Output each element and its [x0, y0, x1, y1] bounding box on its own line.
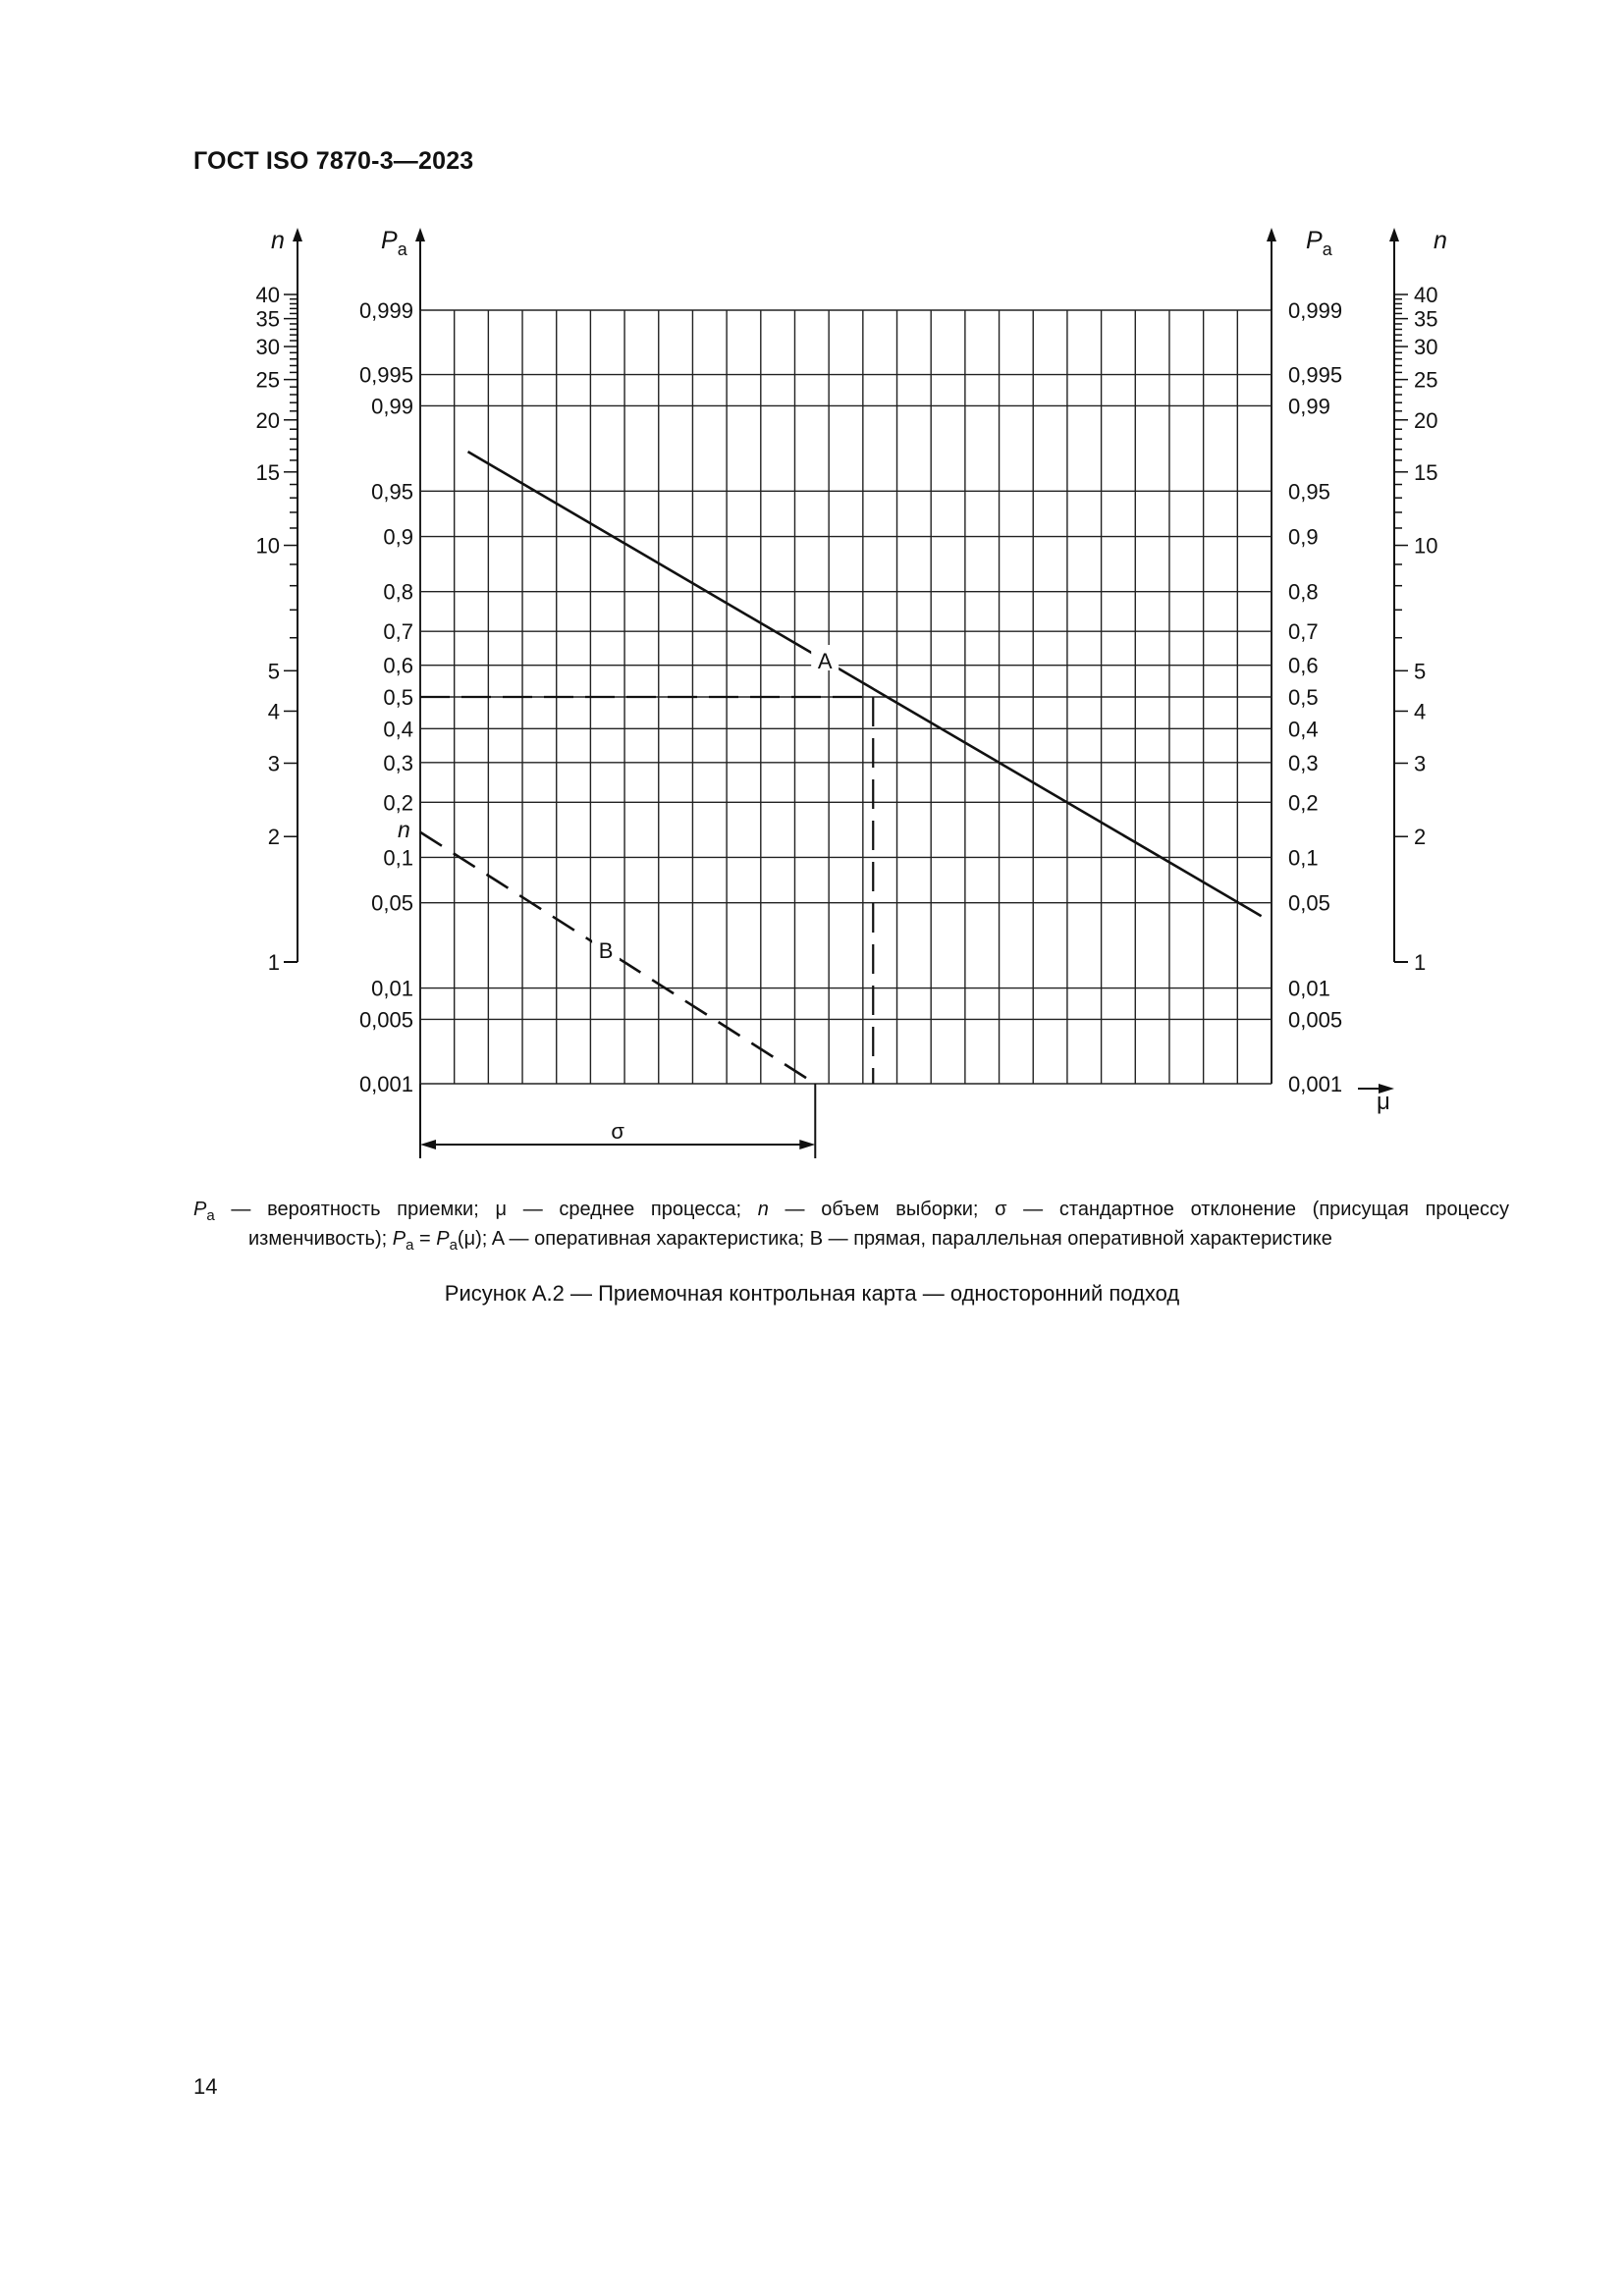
pa-tick-label-left: 0,01	[371, 976, 413, 1001]
n-axis-left-arrowhead	[293, 228, 302, 241]
legend-text: изменчивость);	[248, 1228, 393, 1250]
sigma-label: σ	[611, 1119, 624, 1144]
n-tick-label-right: 35	[1414, 306, 1438, 332]
pa-tick-label-right: 0,05	[1288, 890, 1330, 916]
pa-tick-label-right: 0,999	[1288, 298, 1343, 323]
n-tick-label-left: 10	[255, 533, 280, 559]
pa-tick-label-left: 0,1	[383, 845, 413, 871]
document-header: ГОСТ ISO 7870-3—2023	[193, 147, 474, 175]
pa-tick-label-left: 0,999	[358, 298, 413, 323]
pa-tick-label-right: 0,001	[1288, 1072, 1343, 1096]
n-tick-label-left: 2	[267, 825, 280, 850]
pa-tick-label-right: 0,99	[1288, 394, 1330, 419]
n-tick-label-left: 35	[255, 306, 280, 332]
page-number: 14	[193, 2074, 218, 2099]
n-tick-label-left: 40	[255, 283, 280, 307]
pa-tick-label-left: 0,6	[383, 653, 413, 678]
pa-tick-label-right: 0,2	[1288, 790, 1319, 816]
n-tick-label-right: 3	[1414, 751, 1427, 776]
legend-text: P	[436, 1228, 450, 1250]
pa-tick-label-right: 0,3	[1288, 750, 1319, 775]
legend-text: P	[392, 1228, 406, 1250]
n-tick-label-right: 2	[1414, 825, 1427, 850]
pa-tick-label-left: 0,005	[358, 1007, 413, 1033]
n-tick-label-right: 20	[1414, 407, 1438, 433]
pa-tick-label-left: 0,9	[383, 524, 413, 550]
n-tick-label-right: 30	[1414, 335, 1438, 360]
n-tick-label-right: 10	[1414, 533, 1438, 559]
legend-line-2	[193, 1225, 1509, 1255]
pa-tick-label-left: 0,8	[383, 579, 413, 605]
pa-tick-label-left: 0,4	[383, 717, 413, 742]
n-tick-label-right: 25	[1414, 367, 1438, 393]
n-axis-right-arrowhead	[1389, 228, 1399, 241]
pa-tick-label-right: 0,005	[1288, 1007, 1343, 1033]
legend-text: — объем выборки; σ — стандартное отклонение (присущая процессу	[768, 1199, 1509, 1220]
n-tick-label-left: 5	[267, 659, 280, 684]
n-tick-label-left: 4	[267, 699, 280, 724]
pa-tick-label-right: 0,7	[1288, 619, 1319, 645]
n-tick-label-right: 5	[1414, 659, 1427, 684]
legend-text: a	[206, 1207, 215, 1224]
legend-text: (μ); A — оперативная характеристика; B — прямая, параллельная оперативной характеристике	[457, 1228, 1332, 1250]
pa-tick-label-left: 0,99	[371, 394, 413, 419]
pa-tick-label-right: 0,95	[1288, 479, 1330, 505]
pa-axis-symbol-right: $P_a$	[1306, 227, 1332, 259]
legend-text: a	[449, 1237, 458, 1254]
pa-tick-label-left: 0,001	[358, 1072, 413, 1096]
legend-text: P	[193, 1199, 207, 1220]
n-tick-label-right: 1	[1414, 950, 1427, 975]
legend-text: a	[406, 1237, 414, 1254]
series-line-A	[468, 452, 1262, 916]
series-label-B: B	[598, 938, 614, 964]
n-tick-label-right: 4	[1414, 699, 1427, 724]
sigma-arrow-right	[799, 1140, 815, 1149]
pa-axis-symbol-left: $P_a$	[381, 227, 407, 259]
n-tick-label-left: 15	[255, 459, 280, 485]
sigma-arrow-left	[420, 1140, 436, 1149]
pa-tick-label-left: 0,995	[358, 362, 413, 388]
legend-text: — вероятность приемки; μ — среднее процесса;	[214, 1199, 758, 1220]
figure-caption: Рисунок А.2 — Приемочная контрольная карта — односторонний подход	[444, 1281, 1180, 1306]
legend-line-1	[193, 1196, 1509, 1225]
pa-tick-label-left: 0,05	[371, 890, 413, 916]
n-tick-label-left: 30	[255, 335, 280, 360]
mu-axis-symbol: μ	[1377, 1089, 1390, 1115]
pa-tick-label-left: 0,95	[371, 479, 413, 505]
n-tick-label-left: 1	[267, 950, 280, 975]
pa-tick-label-left: 0,5	[383, 685, 413, 710]
n-tick-label-left: 20	[255, 407, 280, 433]
legend-text: =	[413, 1228, 437, 1250]
pa-tick-label-left: 0,7	[383, 619, 413, 645]
n-axis-symbol-right: n	[1434, 227, 1447, 254]
n-tick-label-right: 15	[1414, 459, 1438, 485]
pa-tick-label-right: 0,5	[1288, 685, 1319, 710]
pa-tick-label-left: 0,2	[383, 790, 413, 816]
pa-tick-label-right: 0,01	[1288, 976, 1330, 1001]
pa-tick-label-left: 0,3	[383, 750, 413, 775]
n-tick-label-right: 40	[1414, 283, 1438, 307]
pa-tick-label-right: 0,8	[1288, 579, 1319, 605]
figure-legend	[193, 1196, 1509, 1255]
n-axis-symbol-left: n	[271, 227, 285, 254]
pa-tick-label-right: 0,1	[1288, 845, 1319, 871]
legend-text: n	[757, 1199, 769, 1220]
series-label-A: A	[817, 649, 833, 674]
pa-axis-right-arrowhead	[1267, 228, 1276, 241]
n-tick-label-left: 3	[267, 751, 280, 776]
pa-tick-label-right: 0,995	[1288, 362, 1343, 388]
pa-tick-label-right: 0,4	[1288, 717, 1319, 742]
pa-tick-label-right: 0,9	[1288, 524, 1319, 550]
n-tick-label-left: 25	[255, 367, 280, 393]
inner-n-label: n	[398, 817, 410, 842]
pa-axis-left-arrowhead	[415, 228, 425, 241]
pa-tick-label-right: 0,6	[1288, 653, 1319, 678]
